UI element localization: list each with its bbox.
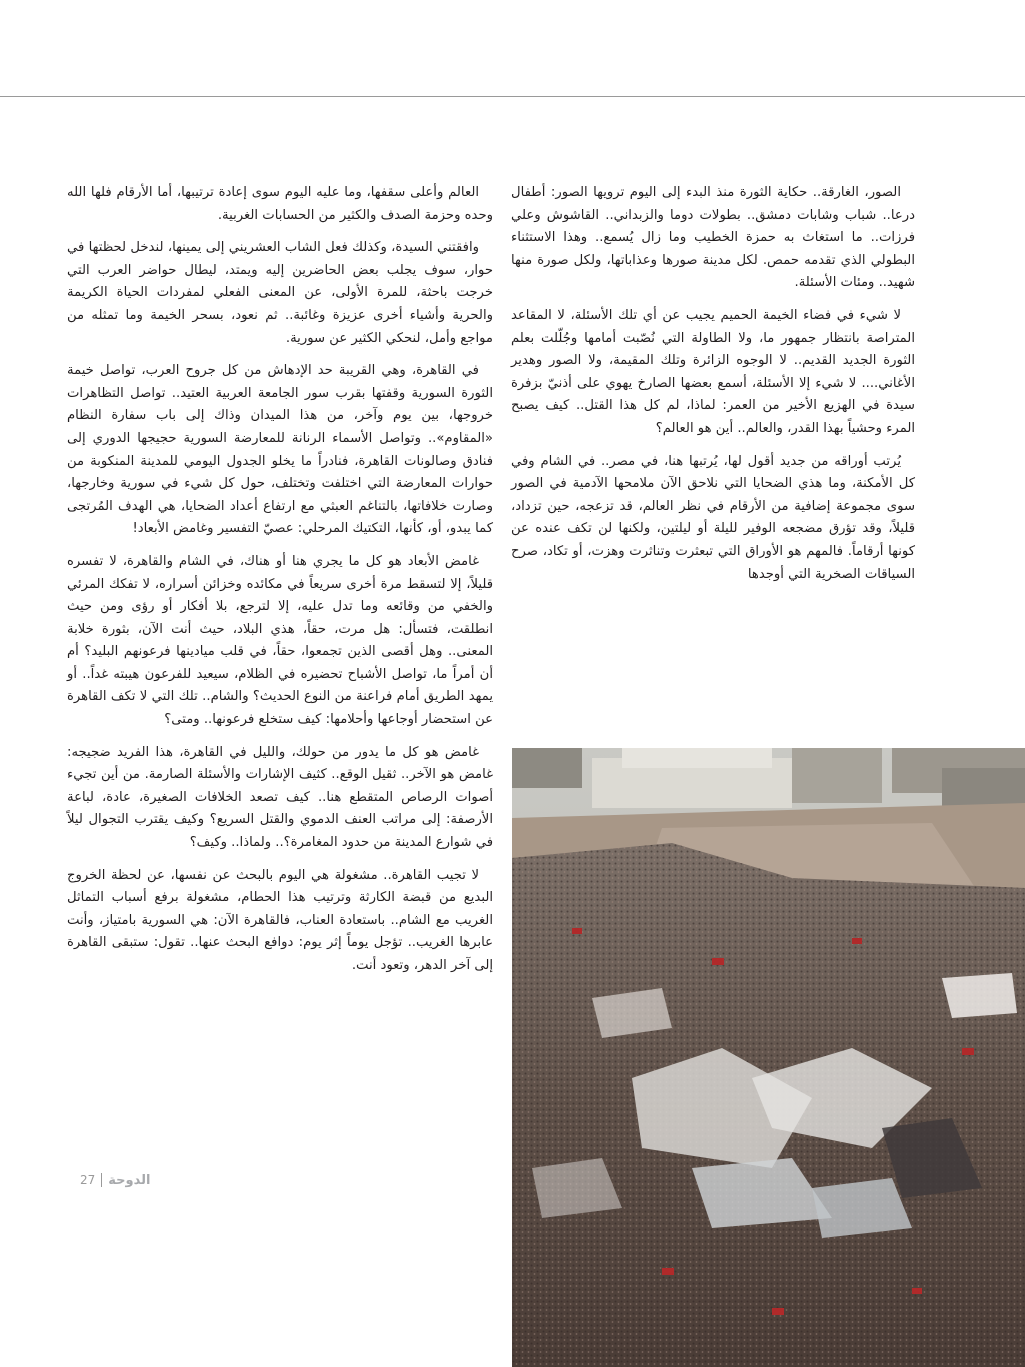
paragraph: وافقتني السيدة، وكذلك فعل الشاب العشريني إلى يمينها، لندخل لحظتها في حوار، سوف يجلب بعض الحاضرين إليه ويمتد، ليطال حواضر العرب التي خرجت باحثة، للمرة الأولى، عن المعنى الفعلي لمفردات الحياة الكريمة والحرية وأشياء أخرى عزيزة وغائبة.. ثم نعود، بسحر الخيمة وما تمثله من مواجع وأمل، لنحكي الكثير عن سورية. <box>67 240 493 346</box>
paragraph: الصور، الغارقة.. حكاية الثورة منذ البدء إلى اليوم ترويها الصور: أطفال درعا.. شباب وشابات دمشق.. بطولات دوما والزبداني.. القاشوش وعلي فرزات.. ما استغاث به حمزة الخطيب وما زال يُسمع.. وهذا الاستثناء البطولي الذي تقدمه حمص. لكل مدينة صورها وعذاباتها، ولكل صورة منها شهيد.. ومئات الأسئلة. <box>511 185 915 291</box>
article-column-left <box>67 182 493 988</box>
article-column-right <box>511 182 915 596</box>
page-footer <box>80 1168 150 1192</box>
paragraph: يُرتب أوراقه من جديد أقول لها، يُرتبها هنا، في مصر.. في الشام وفي كل الأمكنة، وما هذي الضحايا التي نلاحق الآن ملامحها الآدمية في الصور سوى مجموعة إضافية من الأرقام في نظر العالم، قد تزعجه، حين تزداد، قليلاً، وقد تؤرق مضجعه الوفير لليلة أو ليلتين، ولكنها لن تكف عنده عن كونها أرقاماً. فالمهم هو الأوراق التي تبعثرت وتناثرت وهزت، أو تكاد، صرح السياقات الصخرية التي أوجدها <box>511 453 915 582</box>
magazine-logo: الدوحة <box>108 1172 151 1188</box>
paragraph: غامض الأبعاد هو كل ما يجري هنا أو هناك، في الشام والقاهرة، لا تفسره قليلاً، إلا لتسقط مرة أخرى سريعاً في مكائده وخزائن أسراره، لا تفكك المرئي والخفي من وقائعه وما تدل عليه، إلا لترجع، بلا أفكار أو رؤى ومن حيث انطلقت، فتسأل: هل مرت، حقاً، هذي البلاد، حيث أنت الآن، بثورة خلابة المعنى.. وهل أقصى الذين تجمعوا، حقاً، في قلب ميادينها فرعونهم البليد؟ أم أن أمراً ما، تواصل الأشباح تحضيره في الظلام، سيعيد للفرعون هيبته غداً.. أو يمهد الطريق أمام فراعنة من النوع الحديث؟ والشام.. تلك التي لا تكف القاهرة عن استحضار أوجاعها وأحلامها: كيف ستخلع فرعونها.. ومتى؟ <box>67 553 493 728</box>
paragraph: لا شيء في فضاء الخيمة الحميم يجيب عن أي تلك الأسئلة، لا المقاعد المتراصة بانتظار جمهور ما، ولا الطاولة التي نُصّبت أمامها وجُلّلت بعلم الثورة الجديد القديم.. لا الوجوه الزائرة وتلك المقيمة، ولا الصور وهدير الأغاني.... لا شيء إلا الأسئلة، أسمع بعضها الصارخ يهوي على أذنيّ بزفرة سيدة في الهزيع الأخير من العمر: لماذا، لم كل هذا القتل.. كيف يصبح المرء وحشياً بهذا القدر، والعالم.. أين هو العالم؟ <box>511 307 915 436</box>
paragraph: غامض هو كل ما يدور من حولك، والليل في القاهرة، هذا الفريد ضجيجه: غامض هو الآخر.. ثقيل الوقع.. كثيف الإشارات والأسئلة الصارمة. من أين تجيء أصوات الرصاص المتقطع هنا.. كيف تصعد الخلافات الصغيرة، عادة، لباعة الأرصفة: إلى مراتب العنف الدموي والقتل السريع؟ وكيف يقترب التجوال ليلاً في شوارع المدينة من حدود المغامرة؟.. ولماذا.. وكيف؟ <box>67 744 493 851</box>
crowd-photo <box>512 748 1025 1367</box>
page-number: 27 <box>80 1173 96 1187</box>
header-rule <box>0 96 1025 97</box>
footer-divider <box>101 1173 102 1187</box>
paragraph: العالم وأعلى سقفها، وما عليه اليوم سوى إعادة ترتيبها، أما الأرقام فلها الله وحده وحزمة الصدف والكثير من الحسابات الغربية. <box>67 185 493 223</box>
paragraph: في القاهرة، وهي القريبة حد الإدهاش من كل جروح العرب، تواصل خيمة الثورة السورية وقفتها بقرب سور الجامعة العربية العتيد.. تواصل التظاهرات خروجها، بين يوم وآخر، من هذا الميدان وذاك إلى باب سفارة النظام «المقاوم».. وتواصل الأسماء الرنانة للمعارضة السورية حجيجها الدوري إلى فنادق وصالونات القاهرة، فنادراً ما يخلو الجدول اليومي للمدينة المنكوبة من حوارات المعارضة التي اختلفت وتختلف، حول كل شيء في سورية وخارجها، وصارت خلافاتها، بالتناغم العبثي مع ارتفاع أعداد الضحايا، هي الهدف المُرتجى كما يبدو، أو، كأنها، التكتيك المرحلي: عصيّ التفسير وغامض الأبعاد! <box>67 363 493 537</box>
paragraph: لا تجيب القاهرة.. مشغولة هي اليوم بالبحث عن نفسها، عن لحظة الخروج البديع من قبضة الكارثة وترتيب هذا الحطام، مشغولة برفع أسباب التماثل الغريب مع الشام.. باستعادة العناب، فالقاهرة الآن: هي السورية بامتياز، وأنت عابرها الغريب.. تؤجل يوماً إثر يوم: دوافع البحث عنها.. تقول: ستبقى القاهرة إلى آخر الدهر، وتعود أنت. <box>67 867 493 973</box>
